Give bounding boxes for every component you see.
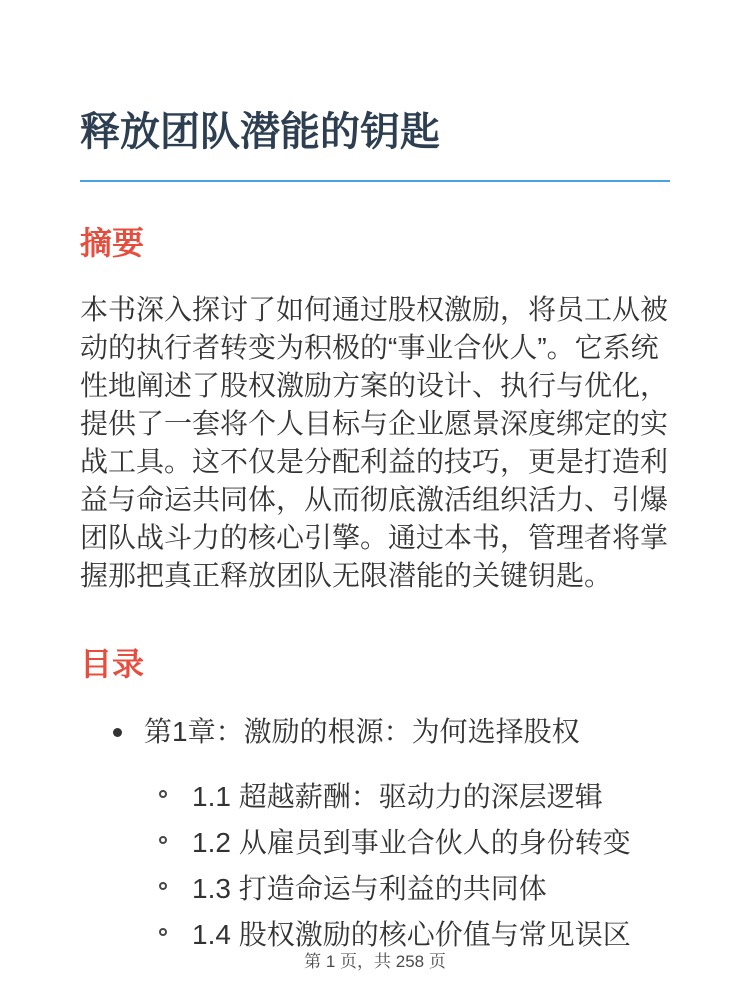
toc-section-label: 1.4 股权激励的核心价值与常见误区	[192, 919, 631, 951]
toc-section-label: 1.2 从雇员到事业合伙人的身份转变	[192, 827, 631, 859]
bullet-circle-icon	[159, 836, 167, 844]
bullet-circle-icon	[159, 790, 167, 798]
bullet-circle-icon	[159, 928, 167, 936]
abstract-paragraph: 本书深入探讨了如何通过股权激励，将员工从被动的执行者转变为积极的“事业合伙人”。它系统性地阐述了股权激励方案的设计、执行与优化，提供了一套将个人目标与企业愿景深度绑定的实战工具。这不仅是分配利益的技巧，更是打造利益与命运共同体，从而彻底激活组织活力、引爆团队战斗力的核心引擎。通过本书，管理者将掌握那把真正释放团队无限潜能的关键钥匙。	[80, 294, 669, 592]
page-number-footer: 第 1 页，共 258 页	[304, 952, 446, 971]
bullet-disc-icon	[113, 728, 122, 737]
toc-chapter-item	[80, 714, 670, 952]
toc-section-item	[144, 826, 670, 860]
abstract-heading: 摘要	[80, 225, 145, 261]
toc-subsection-list	[144, 780, 670, 952]
toc-section-label: 1.1 超越薪酬：驱动力的深层逻辑	[192, 781, 603, 813]
bullet-circle-icon	[159, 882, 167, 890]
page-title: 释放团队潜能的钥匙	[80, 108, 670, 182]
toc-section-label: 1.3 打造命运与利益的共同体	[192, 873, 547, 905]
toc-section-item	[144, 780, 670, 814]
toc-list	[80, 714, 670, 952]
toc-section-item	[144, 872, 670, 906]
toc-chapter-label: 第1章：激励的根源：为何选择股权	[144, 716, 580, 748]
toc-heading: 目录	[80, 646, 145, 683]
